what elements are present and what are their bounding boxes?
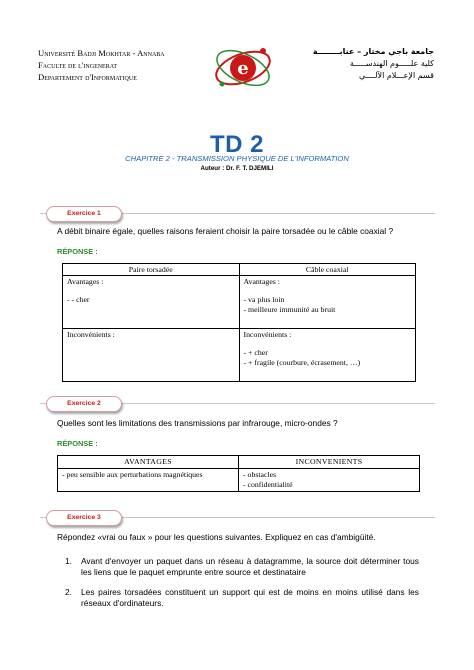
author-line: Auteur : Dr. F. T. DJEMILI xyxy=(200,165,274,172)
university-name-ar: جامعة باجي مختار – عنابــــــــة xyxy=(312,47,434,56)
university-header-fr xyxy=(38,47,165,83)
list-item xyxy=(57,556,419,578)
table-cell xyxy=(63,276,240,329)
exercise-3-list xyxy=(57,556,419,609)
university-header-ar xyxy=(313,46,434,82)
list-item: - - cher xyxy=(67,295,90,304)
item-text: Les paires torsadées constituent un support qui est de moins en moins utilisé dans les réseaux d'ordinateurs. xyxy=(81,587,419,608)
list-item: - va plus loin xyxy=(243,295,285,304)
item-number: 1. xyxy=(65,556,72,566)
exercise-3-badge: Exercice 3 xyxy=(46,510,122,526)
table-header-paire: Paire torsadée xyxy=(63,264,240,276)
table-cell xyxy=(239,276,416,329)
faculty-name-ar: كلية علـــــوم الهندســـــة xyxy=(349,59,434,68)
exercise-1-response-label: RÉPONSE : xyxy=(57,247,98,256)
faculty-name: Faculte de l'ingenerat xyxy=(38,60,118,70)
avantages-label: Avantages : xyxy=(243,277,280,286)
exercise-2-badge: Exercice 2 xyxy=(46,396,122,412)
table-cell xyxy=(58,469,239,492)
list-item: - + cher xyxy=(243,348,268,357)
document-title: TD 2 xyxy=(209,131,264,158)
inconvenients-label: Inconvénients : xyxy=(243,330,292,339)
department-name-ar: قسم الإعـــلام الآلــــي xyxy=(359,71,434,80)
comparison-table-1 xyxy=(62,263,416,382)
avantages-label: Avantages : xyxy=(67,277,104,286)
university-logo xyxy=(212,40,274,96)
table-header-coaxial: Câble coaxial xyxy=(239,264,416,276)
list-item: - obstacles xyxy=(243,470,277,479)
table-cell xyxy=(239,469,420,492)
university-name: Université Badji Mokhtar - Annaba xyxy=(38,48,165,58)
exercise-1-question: A débit binaire égale, quelles raisons feraient choisir la paire torsadée ou le câble coaxial ? xyxy=(57,226,394,236)
table-cell xyxy=(239,329,416,382)
item-number: 2. xyxy=(65,587,72,597)
list-item: - meilleure immunité au bruit xyxy=(243,305,336,314)
exercise-2-response-label: RÉPONSE : xyxy=(57,439,98,448)
list-item: - confidentialité xyxy=(243,480,293,489)
svg-text:e: e xyxy=(237,58,249,79)
inconvenients-label: Inconvénients : xyxy=(67,330,115,339)
comparison-table-2 xyxy=(57,455,420,492)
list-item: - + fragile (courbure, écrasement, …) xyxy=(243,358,361,367)
exercise-1-badge: Exercice 1 xyxy=(46,206,122,222)
table-header-avantages: AVANTAGES xyxy=(58,456,239,469)
exercise-2-question: Quelles sont les limitations des transmissions par infrarouge, micro-ondes ? xyxy=(57,418,338,428)
exercise-3-intro: Répondez «vrai ou faux » pour les questions suivantes. Expliquez en cas d'ambigüité. xyxy=(57,532,376,542)
chapter-subtitle: CHAPITRE 2 - TRANSMISSION PHYSIQUE DE L'INFORMATION xyxy=(125,154,349,163)
table-cell xyxy=(63,329,240,382)
list-item xyxy=(57,587,419,609)
table-header-inconvenients: INCONVENIENTS xyxy=(239,456,420,469)
department-name: Departement d'Informatique xyxy=(38,72,137,82)
list-item: - peu sensible aux perturbations magnétiques xyxy=(62,470,203,479)
item-text: Avant d'envoyer un paquet dans un réseau à datagramme, la source doit déterminer tous les liens que le paquet emprunte entre source et destinataire xyxy=(81,556,419,577)
